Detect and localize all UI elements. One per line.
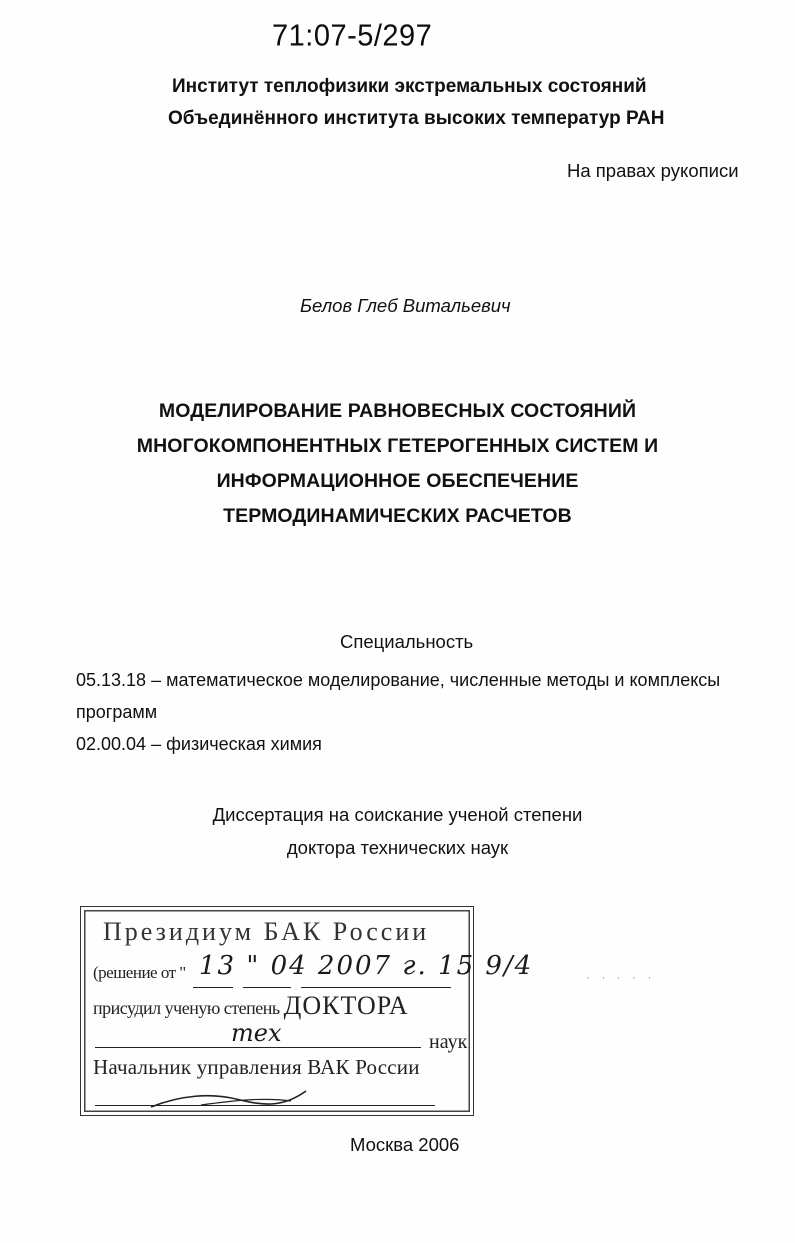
title-line: ТЕРМОДИНАМИЧЕСКИХ РАСЧЕТОВ <box>223 505 572 527</box>
stamp-degree: ДОКТОРА <box>283 991 409 1020</box>
stamp-signature-line <box>95 1105 435 1106</box>
title-line: МНОГОКОМПОНЕНТНЫХ ГЕТЕРОГЕННЫХ СИСТЕМ И <box>136 435 659 457</box>
dissertation-title <box>0 394 795 534</box>
institute-line-1: Институт теплофизики экстремальных состояний <box>172 76 647 97</box>
title-line: ИНФОРМАЦИОННОЕ ОБЕСПЕЧЕНИЕ <box>216 470 579 492</box>
signature-icon <box>141 1087 341 1113</box>
archive-code: 71:07-5/297 <box>272 19 433 53</box>
institute-line-2: Объединённого института высоких температур РАН <box>168 108 665 129</box>
title-line: МОДЕЛИРОВАНИЕ РАВНОВЕСНЫХ СОСТОЯНИЙ <box>158 400 637 422</box>
vak-stamp <box>80 906 534 1116</box>
author-name: Белов Глеб Витальевич <box>300 295 511 316</box>
stamp-field-handwritten: тех <box>231 1019 282 1047</box>
city-year: Москва 2006 <box>350 1134 460 1155</box>
stamp-head-title: Начальник управления ВАК России <box>93 1055 420 1079</box>
stamp-date-underline <box>193 987 233 988</box>
dissertation-degree <box>0 798 795 864</box>
specialty-line: 02.00.04 – физическая химия <box>76 734 322 754</box>
specialty-line: программ <box>76 702 158 722</box>
stamp-date-underline <box>301 987 451 988</box>
stamp-awarded-prefix: присудил ученую степень <box>93 998 280 1018</box>
stamp-field-underline <box>95 1047 421 1048</box>
degree-line: доктора технических наук <box>286 837 509 858</box>
degree-line: Диссертация на соискание ученой степени <box>212 804 583 825</box>
stamp-awarded <box>93 991 409 1021</box>
specialty-list <box>76 664 736 760</box>
stamp-field-suffix: наук <box>429 1031 468 1053</box>
stamp-presidium: Президиум БАК России <box>103 917 430 946</box>
stamp-date-underline <box>243 987 291 988</box>
manuscript-note: На правах рукописи <box>567 160 739 181</box>
stamp-decision-prefix: (решение от " <box>93 963 186 982</box>
specialty-heading: Специальность <box>340 631 474 652</box>
scan-specks: · · · · · <box>586 970 656 984</box>
specialty-line: 05.13.18 – математическое моделирование, численные методы и комплексы <box>76 670 721 690</box>
stamp-decision-date: 13 " 04 2007 г. 15 9/4 <box>199 951 534 981</box>
